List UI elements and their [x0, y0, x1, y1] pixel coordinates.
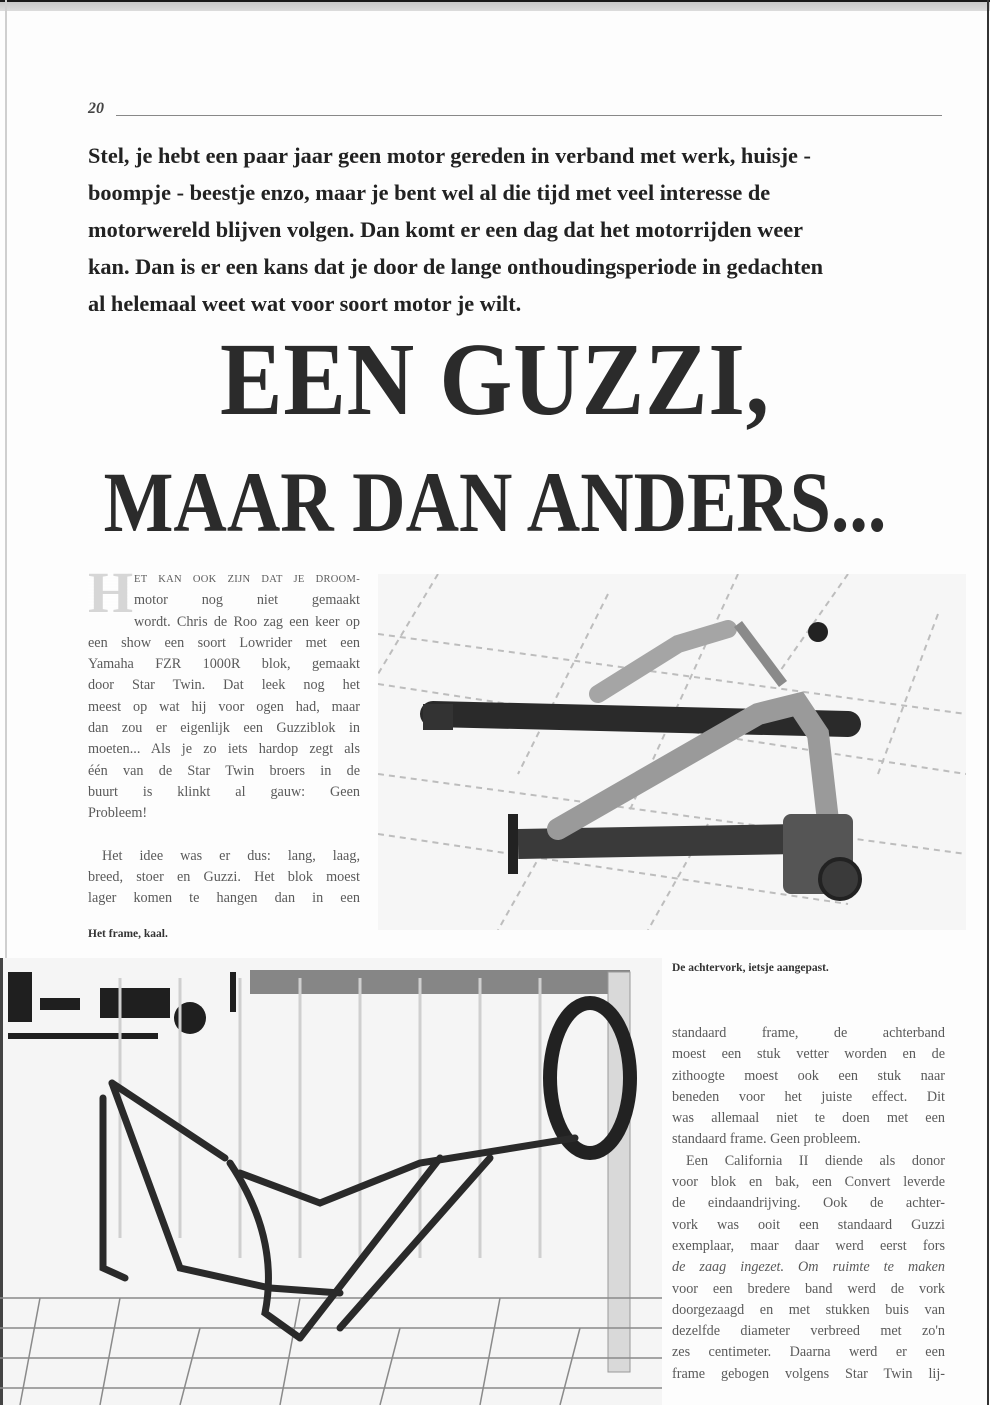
text-line: de zaag ingezet. Om ruimte te maken — [672, 1259, 945, 1276]
frame-image — [0, 958, 662, 1405]
text-line: frame gebogen volgens Star Twin lij- — [672, 1365, 945, 1382]
text-line: beneden voor het juiste effect. Dit — [672, 1088, 945, 1105]
photo-swingarm — [378, 574, 966, 930]
background-hedge — [250, 970, 630, 994]
page-top-edge — [0, 0, 990, 11]
intro-line: al helemaal weet wat voor soort motor je wilt. — [88, 291, 522, 316]
text-line: was allemaal niet te doen met een — [672, 1110, 945, 1127]
text-line: de eindaandrijving. Ook de achter- — [672, 1195, 945, 1212]
text-line: exemplaar, maar daar werd eerst fors — [672, 1237, 945, 1254]
text-line: zes centimeter. Daarna werd er een — [672, 1344, 945, 1361]
text-line: dezelfde diameter verbreed met zo'n — [672, 1323, 945, 1340]
text-line: moeten... Als je zo iets hardop zegt als — [88, 741, 360, 758]
photo-frame — [0, 958, 662, 1405]
text-line: standaard frame, de achterband — [672, 1025, 945, 1041]
text-line: een show een soort Lowrider met een — [88, 634, 360, 651]
intro-paragraph — [88, 137, 948, 322]
intro-line: Stel, je hebt een paar jaar geen motor gereden in verband met werk, huisje - — [88, 143, 811, 168]
text-line: moest een stuk vetter worden en de — [672, 1046, 945, 1063]
text-line: meest op wat hij voor ogen had, maar — [88, 698, 360, 715]
intro-line: motorwereld blijven volgen. Dan komt er een dag dat het motorrijden weer — [88, 217, 804, 242]
text-line: Yamaha FZR 1000R blok, gemaakt — [88, 656, 360, 673]
text-line: wordt. Chris de Roo zag een keer op — [134, 613, 360, 630]
text-line: ET KAN OOK ZIJN DAT JE DROOM- — [134, 574, 360, 585]
intro-line: boompje - beestje enzo, maar je bent wel al die tijd met veel interesse de — [88, 180, 771, 205]
right-column — [672, 1023, 945, 1385]
header-rule — [116, 115, 942, 116]
text-line: doorgezaagd en met stukken buis van — [672, 1301, 945, 1318]
text-line: Een California II diende als donor — [686, 1152, 945, 1169]
text-line: vork was ooit een standaard Guzzi — [672, 1216, 945, 1233]
dropcap: H — [88, 560, 134, 625]
headline-line-1: EEN GUZZI, — [220, 322, 770, 437]
text-line: motor nog niet gemaakt — [134, 592, 360, 609]
intro-line: kan. Dan is er een kans dat je door de lange onthoudingsperiode in gedachten — [88, 254, 824, 279]
text-line: door Star Twin. Dat leek nog het — [88, 677, 360, 694]
text-line: Probleem! — [88, 805, 148, 822]
text-line: zithoogte moest ook een stuk naar — [672, 1067, 945, 1084]
page-right-edge — [987, 0, 989, 1405]
text-line: Het idee was er dus: lang, laag, — [102, 847, 360, 864]
text-line: voor een bredere band werd de vork — [672, 1280, 945, 1297]
text-line: buurt is klinkt al gauw: Geen — [88, 783, 360, 800]
text-line: standaard frame. Geen probleem. — [672, 1131, 861, 1148]
headline-line-2: MAAR DAN ANDERS... — [103, 454, 887, 550]
text-line: lager komen te hangen dan in een — [88, 890, 360, 907]
caption-frame: Het frame, kaal. — [88, 928, 168, 940]
text-line: één van de Star Twin broers in de — [88, 762, 360, 779]
paragraph-gap — [88, 825, 360, 846]
text-line: voor blok en bak, een Convert leverde — [672, 1174, 945, 1191]
text-line: breed, stoer en Guzzi. Het blok moest — [88, 868, 360, 885]
text-line: dan zou er eigenlijk een Guzziblok in — [88, 720, 360, 737]
swingarm-image — [378, 574, 966, 930]
left-column — [88, 560, 360, 909]
caption-swingarm: De achtervork, ietsje aangepast. — [672, 962, 829, 974]
page-number: 20 — [88, 100, 104, 117]
